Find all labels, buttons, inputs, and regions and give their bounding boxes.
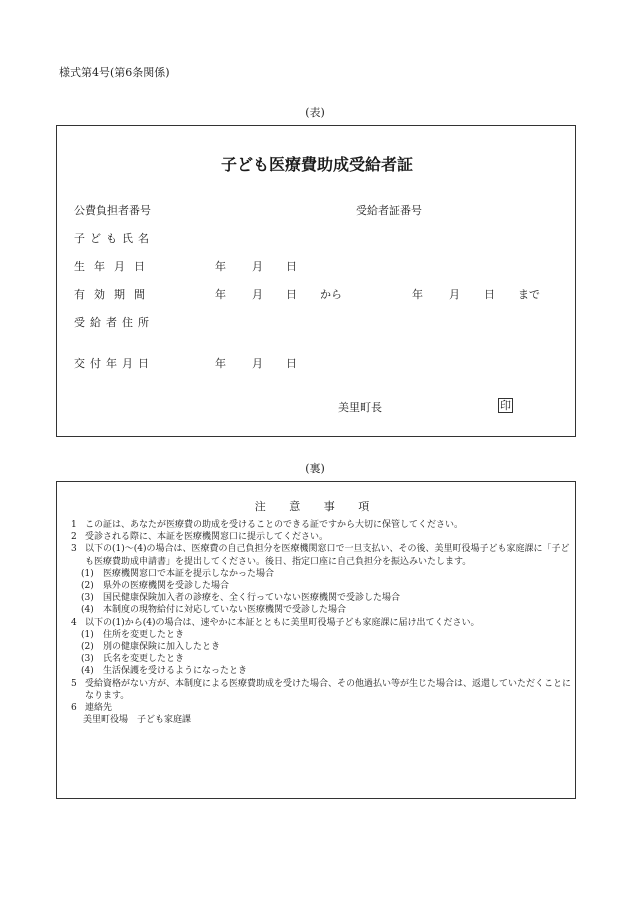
note-number: 2: [71, 532, 77, 543]
sub-item: [71, 604, 571, 616]
note-text: 受給資格がない方が、本制度による医療費助成を受けた場合、その他過払い等が生じた場合は、返還していただくことになります。: [85, 678, 572, 701]
issue-date-label: 交付年月日: [74, 357, 154, 370]
sub-text: 国民健康保険加入者の診療を、全く行っていない医療機関で受診した場合: [103, 593, 401, 604]
birth-date-label: 生年月日: [74, 260, 154, 273]
issue-month: 月: [252, 357, 263, 370]
sub-item: [71, 580, 571, 592]
birth-day: 日: [286, 260, 297, 273]
note-number: 3: [71, 544, 77, 555]
valid-from-day: 日: [286, 288, 297, 301]
notice-title: 注 意 事 項: [254, 500, 380, 513]
sub-text: 医療機関窓口で本証を提示しなかった場合: [103, 568, 275, 579]
note-number: 6: [71, 703, 77, 714]
sub-text: 住所を変更したとき: [103, 629, 185, 640]
sub-number: (4): [81, 666, 94, 677]
birth-year: 年: [215, 260, 226, 273]
note-text: 受診される際に、本証を医療機関窓口に提示してください。: [85, 532, 329, 543]
sub-item: [71, 592, 571, 604]
valid-to-day: 日: [484, 288, 495, 301]
sub-number: (3): [81, 654, 94, 665]
valid-from-word: から: [320, 288, 342, 301]
note-number: 4: [71, 617, 77, 628]
certificate-front: [56, 125, 576, 437]
sub-number: (2): [81, 642, 94, 653]
public-burden-number-label: 公費負担者番号: [74, 204, 151, 217]
address-label: 受給者住所: [74, 316, 154, 329]
issuer-name: 美里町長: [338, 401, 382, 414]
issue-day: 日: [286, 357, 297, 370]
sub-item: [71, 629, 571, 641]
sub-item: [71, 665, 571, 677]
form-number: 様式第4号(第6条関係): [59, 66, 170, 79]
official-seal: 印: [500, 399, 511, 412]
note-number: 1: [71, 520, 77, 530]
note-item: [71, 531, 571, 543]
valid-from-year: 年: [215, 288, 226, 301]
contact-info: 美里町役場 子ども家庭課: [83, 715, 192, 726]
note-text: 以下の(1)〜(4)の場合は、医療費の自己負担分を医療機関窓口で一旦支払い、その後、美里町役場子ども家庭課に「子ども医療費助成申請書」を提出してください。後日、指定口座に自己負担分を振込みいたします。: [85, 544, 570, 567]
note-item: [71, 702, 571, 714]
note-item: [71, 519, 571, 531]
sub-number: (2): [81, 581, 94, 592]
sub-number: (1): [81, 568, 94, 579]
note-item: [71, 678, 571, 702]
note-item: [71, 543, 571, 567]
sub-number: (3): [81, 593, 94, 604]
sub-number: (1): [81, 629, 94, 640]
issue-year: 年: [215, 357, 226, 370]
sub-text: 別の健康保険に加入したとき: [103, 642, 221, 653]
certificate-back: [56, 481, 576, 799]
sub-text: 本制度の現物給付に対応していない医療機関で受診した場合: [103, 605, 347, 616]
note-text: この証は、あなたが医療費の助成を受けることのできる証ですから大切に保管してください。: [85, 520, 464, 530]
front-side-label: (表): [305, 106, 325, 119]
notes-list: [71, 519, 571, 726]
valid-until-word: まで: [518, 288, 540, 301]
sub-item: [71, 653, 571, 665]
certificate-title: 子ども医療費助成受給者証: [220, 155, 413, 174]
birth-month: 月: [252, 260, 263, 273]
sub-text: 生活保護を受けるようになったとき: [103, 666, 248, 677]
sub-item: [71, 641, 571, 653]
valid-to-month: 月: [449, 288, 460, 301]
back-side-label: (裏): [305, 462, 325, 475]
valid-to-year: 年: [412, 288, 423, 301]
sub-item: [71, 568, 571, 580]
note-text: 以下の(1)から(4)の場合は、速やかに本証とともに美里町役場子ども家庭課に届け出てください。: [85, 617, 480, 628]
note-item: [71, 617, 571, 629]
sub-text: 氏名を変更したとき: [103, 654, 185, 665]
sub-number: (4): [81, 605, 94, 616]
valid-period-label: 有効期間: [74, 288, 154, 301]
child-name-label: 子ども氏名: [74, 232, 154, 245]
sub-text: 県外の医療機関を受診した場合: [103, 581, 230, 592]
note-number: 5: [71, 678, 77, 689]
recipient-cert-number-label: 受給者証番号: [356, 204, 422, 217]
valid-from-month: 月: [252, 288, 263, 301]
note-text: 連絡先: [85, 703, 113, 714]
